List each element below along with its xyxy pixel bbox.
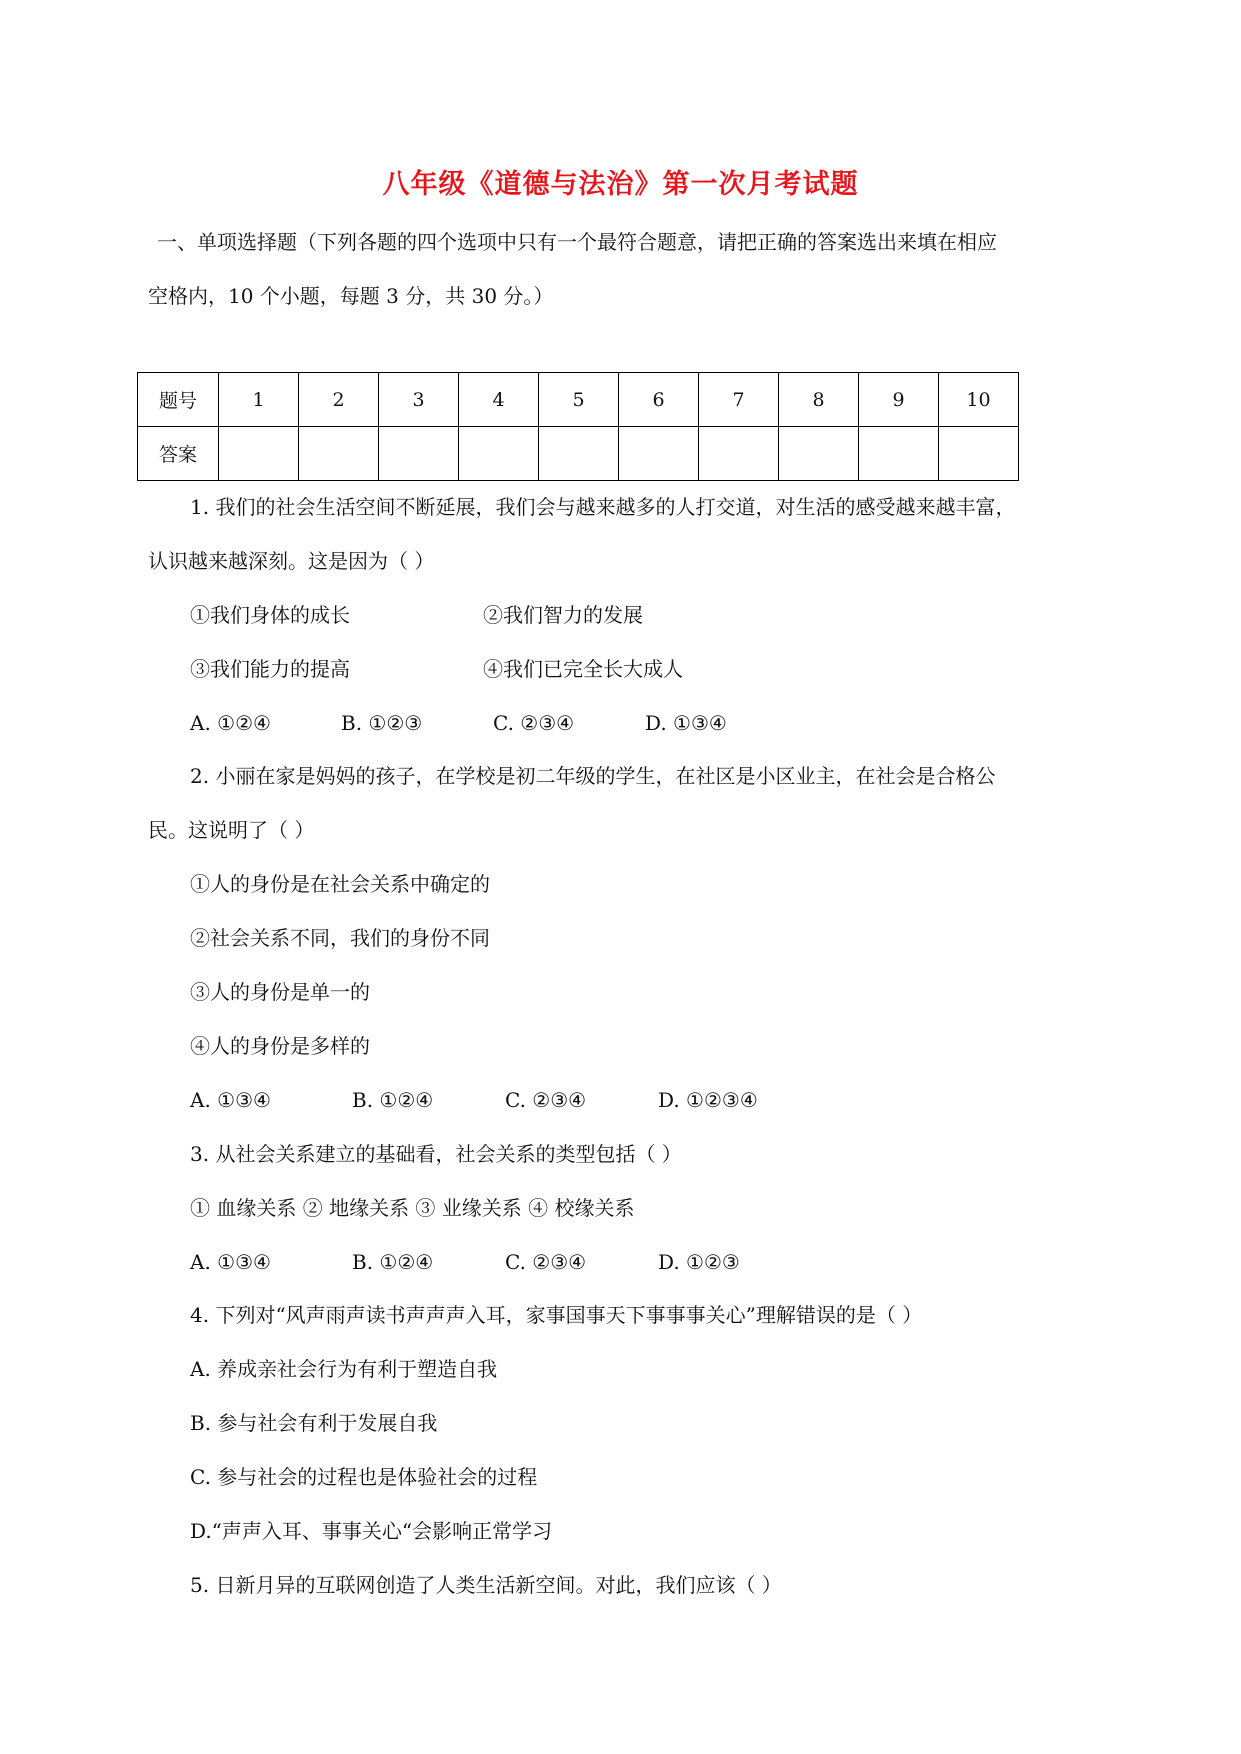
answer-table-answer-row [138, 427, 1019, 481]
question-number-cell: 1 [219, 373, 299, 427]
answer-table-row-label: 题号 [138, 373, 219, 427]
section1-instruction-line2: 空格内，10 个小题，每题 3 分，共 30 分。） [148, 284, 554, 308]
q4-option-b: B. 参与社会有利于发展自我 [190, 1411, 438, 1435]
q1-option-b: B. ①②③ [341, 711, 423, 735]
q1-statement-4: ④我们已完全长大成人 [483, 657, 683, 681]
answer-cell [459, 427, 539, 481]
answer-cell [939, 427, 1019, 481]
q4-stem: 4. 下列对“风声雨声读书声声声入耳，家事国事天下事事事关心”理解错误的是（ ） [190, 1303, 923, 1327]
q1-statement-2: ②我们智力的发展 [483, 603, 643, 627]
section1-instruction-line1: 一、单项选择题（下列各题的四个选项中只有一个最符合题意，请把正确的答案选出来填在相应 [157, 230, 997, 254]
q3-stem: 3. 从社会关系建立的基础看，社会关系的类型包括（ ） [190, 1142, 682, 1166]
answer-cell [779, 427, 859, 481]
q1-option-c: C. ②③④ [493, 711, 575, 735]
q3-option-b: B. ①②④ [352, 1250, 434, 1274]
question-number-cell: 3 [379, 373, 459, 427]
q3-option-d: D. ①②③ [658, 1250, 740, 1274]
q4-option-a: A. 养成亲社会行为有利于塑造自我 [190, 1357, 498, 1381]
q2-option-a: A. ①③④ [190, 1088, 271, 1112]
q1-option-a: A. ①②④ [190, 711, 271, 735]
answer-cell [539, 427, 619, 481]
answer-table-number-row [138, 373, 1019, 427]
q1-option-d: D. ①③④ [645, 711, 727, 735]
answer-cell [619, 427, 699, 481]
q2-statement-1: ①人的身份是在社会关系中确定的 [190, 872, 490, 896]
page-title: 八年级《道德与法治》第一次月考试题 [382, 169, 859, 200]
question-number-cell: 9 [859, 373, 939, 427]
q2-statement-2: ②社会关系不同，我们的身份不同 [190, 926, 490, 950]
q2-statement-3: ③人的身份是单一的 [190, 980, 370, 1004]
q2-option-d: D. ①②③④ [658, 1088, 758, 1112]
q1-stem-line2: 认识越来越深刻。这是因为（ ） [148, 549, 435, 573]
q2-statement-4: ④人的身份是多样的 [190, 1034, 370, 1058]
answer-cell [299, 427, 379, 481]
q2-stem-line2: 民。这说明了（ ） [148, 818, 315, 842]
answer-cell [379, 427, 459, 481]
answer-cell [219, 427, 299, 481]
answer-table-row-label: 答案 [138, 427, 219, 481]
q5-stem: 5. 日新月异的互联网创造了人类生活新空间。对此，我们应该（ ） [190, 1573, 782, 1597]
answer-cell [859, 427, 939, 481]
q1-stem-line1: 1. 我们的社会生活空间不断延展，我们会与越来越多的人打交道，对生活的感受越来越丰富， [190, 495, 1016, 519]
question-number-cell: 7 [699, 373, 779, 427]
q2-option-b: B. ①②④ [352, 1088, 434, 1112]
question-number-cell: 8 [779, 373, 859, 427]
question-number-cell: 2 [299, 373, 379, 427]
q1-statement-1: ①我们身体的成长 [190, 603, 350, 627]
question-number-cell: 6 [619, 373, 699, 427]
question-number-cell: 4 [459, 373, 539, 427]
q2-stem-line1: 2. 小丽在家是妈妈的孩子，在学校是初二年级的学生，在社区是小区业主，在社会是合格公 [190, 764, 996, 788]
q4-option-c: C. 参与社会的过程也是体验社会的过程 [190, 1465, 538, 1489]
q4-option-d: D.“声声入耳、事事关心“会影响正常学习 [190, 1519, 553, 1543]
q2-option-c: C. ②③④ [505, 1088, 587, 1112]
answer-cell [699, 427, 779, 481]
q3-statements: ① 血缘关系 ② 地缘关系 ③ 业缘关系 ④ 校缘关系 [190, 1196, 635, 1220]
q3-option-a: A. ①③④ [190, 1250, 271, 1274]
q1-statement-3: ③我们能力的提高 [190, 657, 350, 681]
answer-table [137, 372, 1019, 481]
question-number-cell: 10 [939, 373, 1019, 427]
question-number-cell: 5 [539, 373, 619, 427]
q3-option-c: C. ②③④ [505, 1250, 587, 1274]
